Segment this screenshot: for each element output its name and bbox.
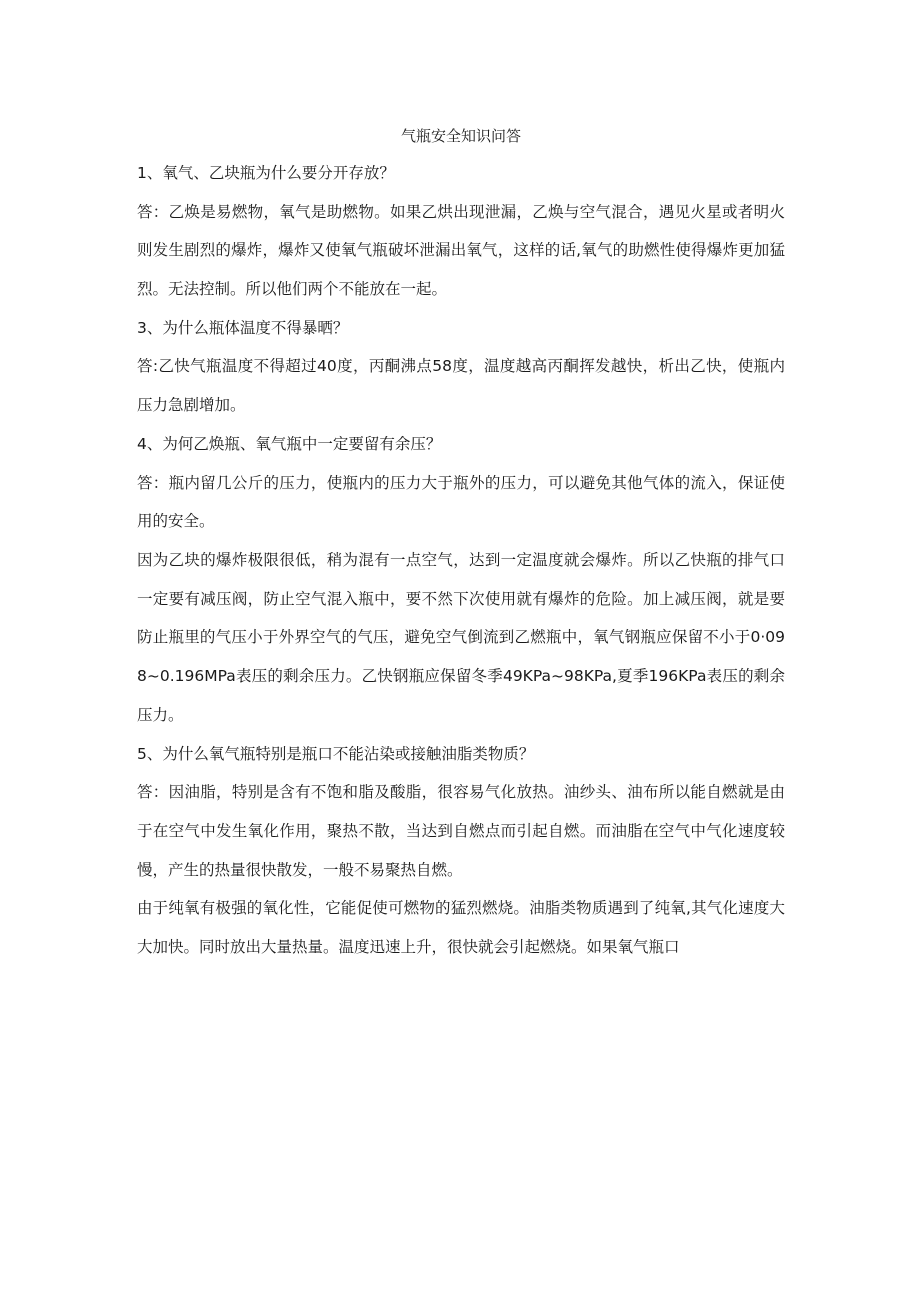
question-5: 5、为什么氧气瓶特别是瓶口不能沾染或接触油脂类物质？ xyxy=(137,744,535,763)
answer-4-continued: 因为乙块的爆炸极限很低，稍为混有一点空气，达到一定温度就会爆炸。所以乙快瓶的排气口一定要有减压阀，防止空气混入瓶中，要不然下次使用就有爆炸的危险。加上减压阀，就是要防止瓶里的气压小于外界空气的气压，避免空气倒流到乙燃瓶中，氧气钢瓶应保留不小于0·098~0.196MPa表压的剩余压力。乙快钢瓶应保留冬季49KPa~98KPa,夏季196KPa表压的剩余压力。 xyxy=(137,550,785,724)
question-3: 3、为什么瓶体温度不得暴晒？ xyxy=(137,318,349,337)
question-4: 4、为何乙焕瓶、氧气瓶中一定要留有余压？ xyxy=(137,434,442,453)
document-page xyxy=(137,118,785,967)
answer-5-continued: 由于纯氧有极强的氧化性，它能促使可燃物的猛烈燃烧。油脂类物质遇到了纯氧,其气化速度大大加快。同时放出大量热量。温度迅速上升，很快就会引起燃烧。如果氧气瓶口 xyxy=(137,899,785,956)
answer-1: 答：乙焕是易燃物，氧气是助燃物。如果乙烘出现泄漏，乙焕与空气混合，遇见火星或者明火则发生剧烈的爆炸，爆炸又使氧气瓶破坏泄漏出氧气，这样的话,氧气的助燃性使得爆炸更加猛烈。无法控制。所以他们两个不能放在一起。 xyxy=(137,202,785,299)
answer-4: 答：瓶内留几公斤的压力，使瓶内的压力大于瓶外的压力，可以避免其他气体的流入，保证使用的安全。 xyxy=(137,473,785,531)
question-1: 1、氧气、乙块瓶为什么要分开存放？ xyxy=(137,164,395,182)
answer-5: 答：因油脂，特别是含有不饱和脂及酸脂，很容易气化放热。油纱头、油布所以能自燃就是由于在空气中发生氧化作用，聚热不散，当达到自燃点而引起自燃。而油脂在空气中气化速度较慢，产生的热量很快散发，一般不易聚热自燃。 xyxy=(137,783,785,879)
answer-3: 答:乙快气瓶温度不得超过40度，丙酮沸点58度，温度越高丙酮挥发越快，析出乙快，使瓶内压力急剧增加。 xyxy=(137,357,785,415)
document-title: 气瓶安全知识问答 xyxy=(400,127,521,145)
